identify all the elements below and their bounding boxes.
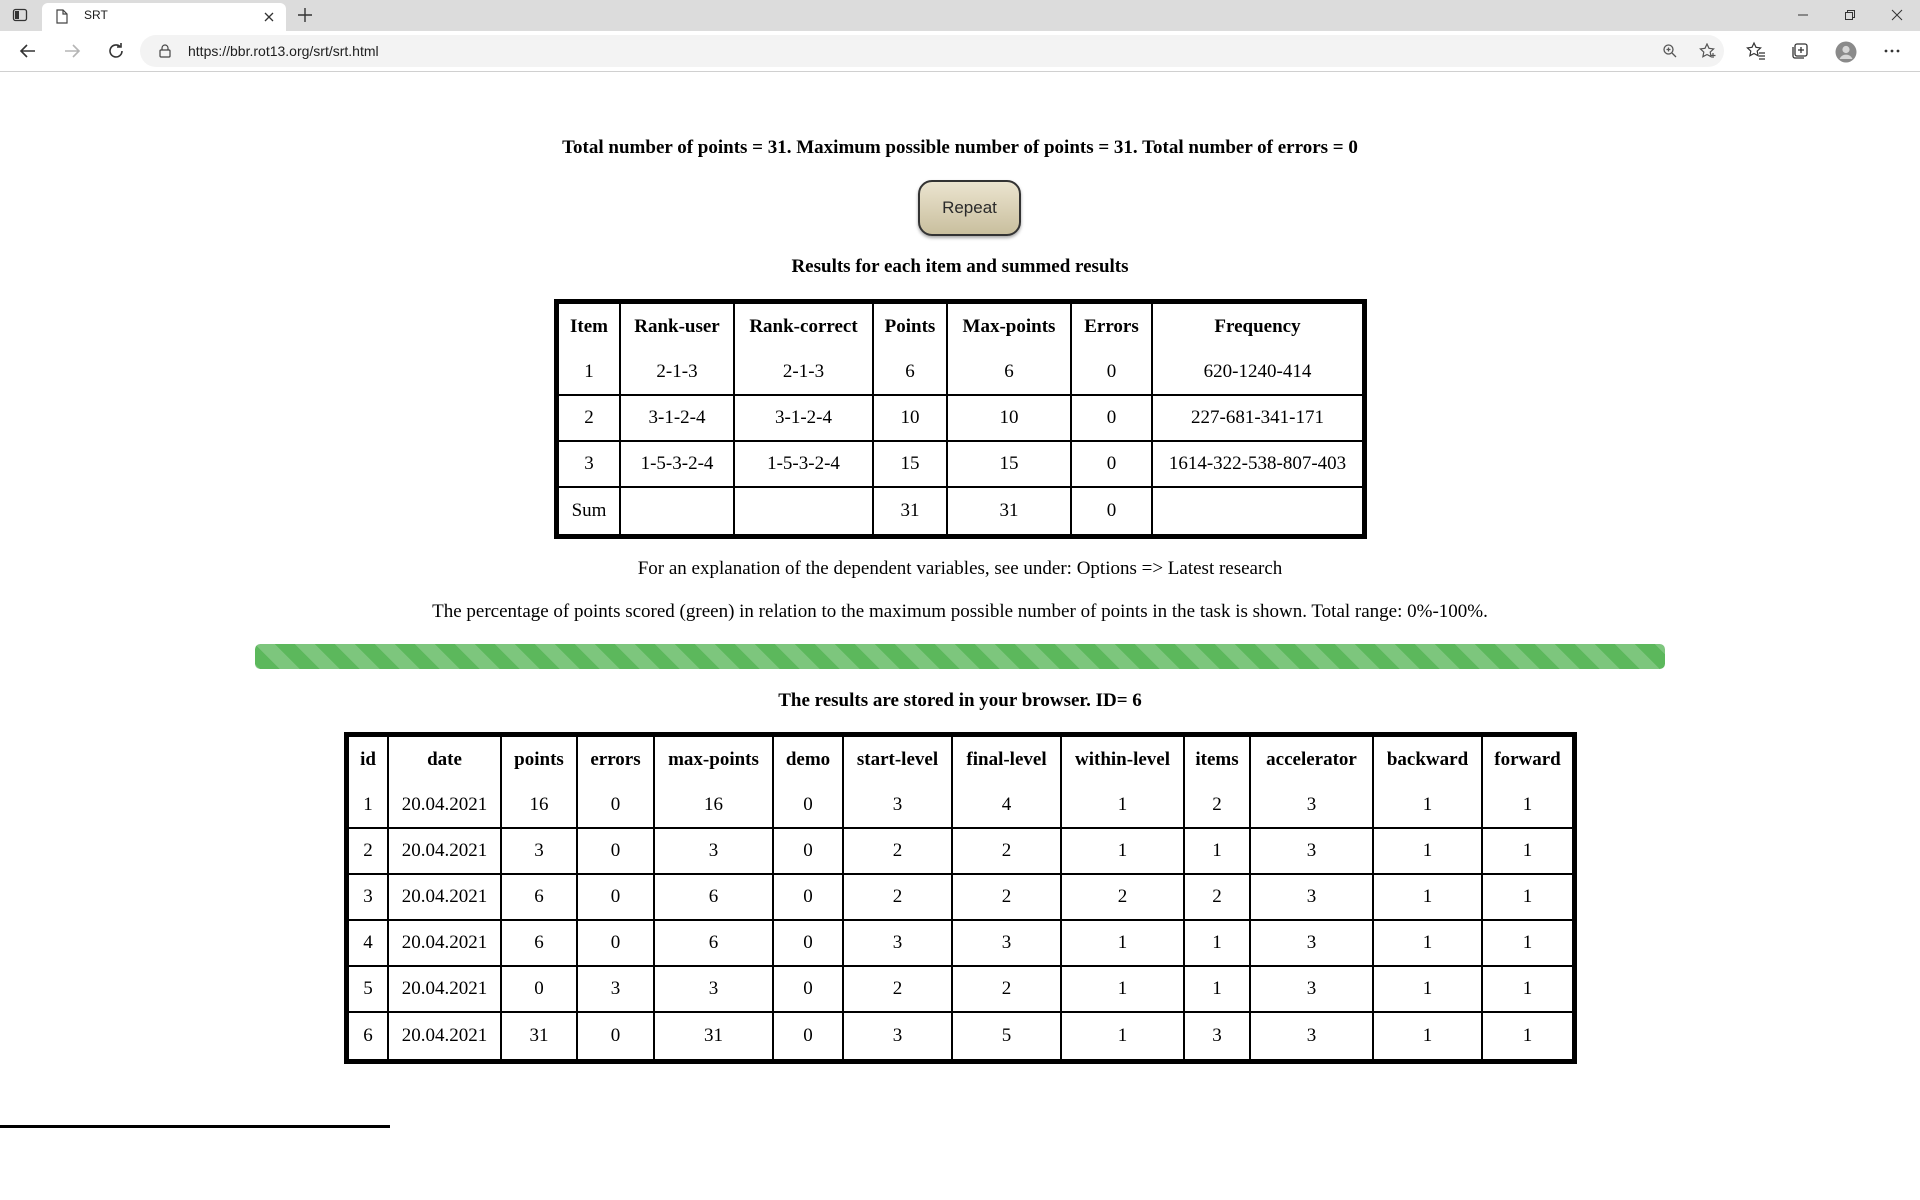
table-cell: 3 (1251, 875, 1374, 921)
table-cell: 1 (1062, 783, 1185, 829)
add-favorite-icon[interactable] (1699, 43, 1715, 59)
table-cell: 1 (1062, 967, 1185, 1013)
restore-icon[interactable] (1827, 0, 1873, 31)
table-header-row (559, 304, 1362, 350)
table-cell: 20.04.2021 (389, 829, 502, 875)
table-cell: 1 (1185, 921, 1251, 967)
summary-text: Total number of points = 31. Maximum possible number of points = 31. Total number of errors = 0 (562, 137, 1358, 158)
table-cell: 20.04.2021 (389, 783, 502, 829)
column-header: Max-points (948, 304, 1072, 350)
table-cell: 15 (874, 442, 948, 488)
table-cell: 31 (874, 488, 948, 534)
close-window-icon[interactable] (1874, 0, 1920, 31)
table-cell: 3 (844, 783, 953, 829)
favorites-icon[interactable] (1746, 41, 1766, 61)
table-cell: 1 (1062, 829, 1185, 875)
table-cell: 3 (502, 829, 578, 875)
url-text[interactable]: https://bbr.rot13.org/srt/srt.html (188, 43, 379, 59)
score-progress-bar (255, 644, 1665, 669)
table-cell: 0 (774, 829, 844, 875)
table-cell: 6 (655, 875, 774, 921)
table-cell: 20.04.2021 (389, 921, 502, 967)
table-cell: 1-5-3-2-4 (735, 442, 874, 488)
table-cell: 3 (1251, 921, 1374, 967)
column-header: points (502, 737, 578, 783)
table-cell (735, 488, 874, 534)
table-cell: 5 (349, 967, 389, 1013)
table-cell: 6 (349, 1013, 389, 1059)
more-options-icon[interactable] (1882, 41, 1902, 61)
table-row (559, 350, 1362, 396)
table-row (349, 967, 1572, 1013)
table-cell: 0 (578, 783, 655, 829)
table-cell: 20.04.2021 (389, 967, 502, 1013)
horizontal-scrollbar[interactable] (0, 1125, 390, 1128)
column-header: accelerator (1251, 737, 1374, 783)
percentage-note: The percentage of points scored (green) in relation to the maximum possible number of points in the task is shown. Total range: 0%-100%. (432, 601, 1488, 622)
back-arrow-icon[interactable] (18, 41, 38, 61)
column-header: forward (1494, 749, 1561, 770)
table-row (559, 442, 1362, 488)
browser-tab[interactable] (42, 3, 286, 31)
column-header: within-level (1062, 737, 1185, 783)
table-cell: 31 (948, 488, 1072, 534)
table-cell: 227-681-341-171 (1153, 396, 1362, 442)
table-cell: 1 (1374, 875, 1483, 921)
column-header: Rank-correct (735, 304, 874, 350)
table-cell: 0 (1072, 442, 1153, 488)
table-cell: 0 (774, 783, 844, 829)
address-bar[interactable] (140, 35, 1724, 67)
table-cell: 1 (1185, 967, 1251, 1013)
table-cell: 3 (559, 442, 621, 488)
explanation-text: For an explanation of the dependent variables, see under: Options => Latest research (637, 558, 1283, 579)
table-row (349, 875, 1572, 921)
table-cell: 1-5-3-2-4 (621, 442, 735, 488)
column-header: items (1185, 737, 1251, 783)
table-cell: 0 (1072, 488, 1153, 534)
table-cell: 6 (874, 350, 948, 396)
table-cell: 2 (559, 396, 621, 442)
new-tab-icon[interactable] (296, 6, 314, 24)
results-heading: Results for each item and summed results (791, 256, 1129, 277)
table-cell: 3-1-2-4 (621, 396, 735, 442)
table-cell: 0 (502, 967, 578, 1013)
column-header: final-level (953, 737, 1062, 783)
table-cell: 1 (1062, 921, 1185, 967)
table-row (349, 1013, 1572, 1059)
minimize-icon[interactable] (1780, 0, 1826, 31)
table-cell: 16 (502, 783, 578, 829)
browser-toolbar (0, 31, 1920, 72)
table-cell: 0 (774, 967, 844, 1013)
table-row (349, 921, 1572, 967)
column-header: date (389, 737, 502, 783)
table-cell: 31 (502, 1013, 578, 1059)
table-cell: 3 (655, 967, 774, 1013)
table-cell: 1 (1374, 967, 1483, 1013)
column-header: backward (1374, 737, 1483, 783)
table-cell: 6 (655, 921, 774, 967)
table-cell: 5 (953, 1013, 1062, 1059)
table-cell: Sum (559, 488, 621, 534)
table-cell: 4 (953, 783, 1062, 829)
table-cell (1153, 488, 1362, 534)
table-cell: 2 (349, 829, 389, 875)
table-cell: 2-1-3 (621, 350, 735, 396)
table-cell: 16 (655, 783, 774, 829)
table-cell: 20.04.2021 (389, 1013, 502, 1059)
table-cell: 3 (578, 967, 655, 1013)
table-cell: 3 (1185, 1013, 1251, 1059)
table-cell: 6 (948, 350, 1072, 396)
column-header: Item (559, 304, 621, 350)
table-cell: 3 (953, 921, 1062, 967)
table-header-row (349, 737, 1572, 783)
table-cell: 1614-322-538-807-403 (1153, 442, 1362, 488)
progress-fill (255, 644, 1665, 669)
table-cell: 1 (1374, 783, 1483, 829)
table-cell: 3 (844, 921, 953, 967)
table-cell: 3 (1251, 1013, 1374, 1059)
table-row (559, 488, 1362, 534)
column-header: Points (874, 304, 948, 350)
column-header: id (349, 737, 389, 783)
table-cell: 1 (1374, 921, 1483, 967)
table-cell: 10 (948, 396, 1072, 442)
table-cell: 6 (502, 875, 578, 921)
profile-avatar-icon[interactable] (1835, 41, 1855, 61)
table-cell: 3 (1251, 967, 1374, 1013)
table-cell: 2 (953, 967, 1062, 1013)
repeat-button[interactable]: Repeat (918, 180, 1021, 236)
table-cell: 1 (1522, 1025, 1533, 1046)
tab-bar (0, 0, 1920, 31)
page-content (0, 72, 1920, 1200)
table-cell: 2 (844, 967, 953, 1013)
table-cell: 1 (349, 783, 389, 829)
table-cell: 2 (844, 875, 953, 921)
close-icon[interactable] (262, 10, 276, 24)
table-cell: 3 (1251, 783, 1374, 829)
table-cell (621, 488, 735, 534)
lock-icon[interactable] (158, 44, 172, 58)
table-cell: 1 (1483, 921, 1572, 967)
table-cell: 3-1-2-4 (735, 396, 874, 442)
table-cell: 2 (1185, 783, 1251, 829)
reload-icon[interactable] (106, 41, 126, 61)
history-table (344, 732, 1577, 1064)
table-cell: 2 (1185, 875, 1251, 921)
table-cell: 1 (1483, 875, 1572, 921)
table-cell: 1 (1185, 829, 1251, 875)
table-cell: 1 (559, 350, 621, 396)
table-cell: 1 (1483, 829, 1572, 875)
table-cell: 1 (1062, 1013, 1185, 1059)
table-cell: 1 (1374, 1013, 1483, 1059)
table-cell: 1 (1374, 829, 1483, 875)
item-results-table (554, 299, 1367, 539)
table-row (349, 829, 1572, 875)
collections-icon[interactable] (1790, 41, 1810, 61)
tab-actions-icon[interactable] (12, 7, 28, 23)
column-header: demo (774, 737, 844, 783)
page-icon (56, 9, 70, 25)
table-cell: 3 (349, 875, 389, 921)
table-cell: 0 (774, 1013, 844, 1059)
table-cell: 3 (1251, 829, 1374, 875)
column-header: Frequency (1214, 316, 1301, 337)
table-cell: 0 (1072, 350, 1153, 396)
table-cell: 2 (844, 829, 953, 875)
table-cell: 6 (502, 921, 578, 967)
column-header: Errors (1072, 304, 1153, 350)
table-cell: 20.04.2021 (389, 875, 502, 921)
table-cell: 4 (349, 921, 389, 967)
table-cell: 620-1240-414 (1153, 350, 1362, 396)
table-cell: 3 (844, 1013, 953, 1059)
table-cell: 0 (578, 829, 655, 875)
tab-title: SRT (84, 8, 108, 22)
table-cell: 0 (578, 921, 655, 967)
column-header: max-points (655, 737, 774, 783)
table-cell: 2 (1062, 875, 1185, 921)
table-cell: 0 (578, 875, 655, 921)
table-cell: 3 (655, 829, 774, 875)
table-cell: 2 (953, 829, 1062, 875)
table-row (559, 396, 1362, 442)
table-cell: 0 (578, 1013, 655, 1059)
column-header: errors (578, 737, 655, 783)
column-header: Rank-user (621, 304, 735, 350)
stored-results-heading: The results are stored in your browser. ID= 6 (778, 690, 1142, 711)
table-cell: 31 (655, 1013, 774, 1059)
table-cell: 0 (774, 875, 844, 921)
table-cell: 1 (1483, 783, 1572, 829)
table-cell: 2-1-3 (735, 350, 874, 396)
table-cell: 15 (948, 442, 1072, 488)
table-cell: 2 (953, 875, 1062, 921)
table-cell: 1 (1483, 967, 1572, 1013)
zoom-icon[interactable] (1662, 43, 1678, 59)
table-row (349, 783, 1572, 829)
forward-arrow-icon[interactable] (62, 41, 82, 61)
table-cell: 0 (1072, 396, 1153, 442)
column-header: start-level (844, 737, 953, 783)
table-cell: 0 (774, 921, 844, 967)
table-cell: 10 (874, 396, 948, 442)
